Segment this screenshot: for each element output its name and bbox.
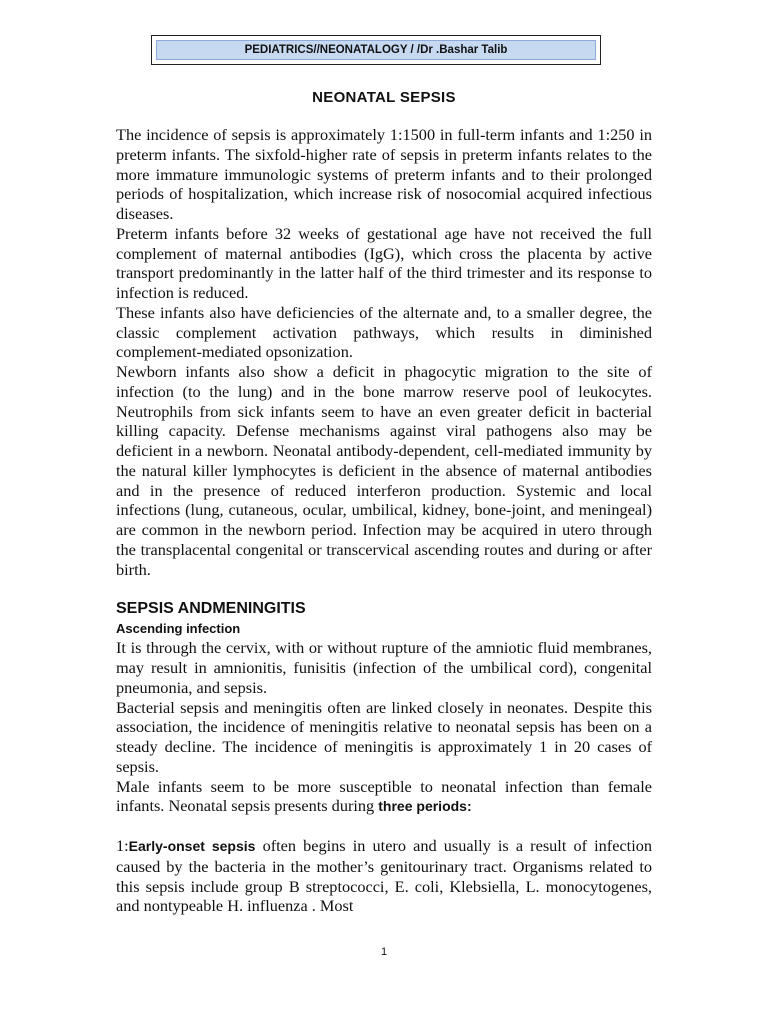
section-paragraph: Bacterial sepsis and meningitis often are linked closely in neonates. Despite this association, the incidence of meningitis relative to neonatal sepsis has been on a steady decline. The incidence of meningitis is approximately 1 in 20 cases of sepsis. (116, 697, 652, 776)
intro-paragraph: Newborn infants also show a deficit in phagocytic migration to the site of infection (to the lung) and in the bone marrow reserve pool of leukocytes. Neutrophils from sick infants seem to have an even greater deficit in bacterial killing capacity. Defense mechanisms against viral pathogens also may be deficient in a newborn. Neonatal antibody-dependent, cell-mediated immunity by the natural killer lymphocytes is deficient in the absence of maternal antibodies and in the presence of reduced interferon production. Systemic and local infections (lung, cutaneous, ocular, umbilical, kidney, bone-joint, and meningeal) are common in the newborn period. Infection may be acquired in utero through the transplacental congenital or transcervical ascending routes and during or after birth. (116, 362, 652, 579)
page-number: 1 (380, 946, 388, 958)
document-body (116, 125, 652, 916)
document-title: NEONATAL SEPSIS (312, 89, 456, 106)
intro-paragraph: The incidence of sepsis is approximately 1:1500 in full-term infants and 1:250 in preterm infants. The sixfold-higher rate of sepsis in preterm infants relates to the more immature immunologic systems of preterm infants and to their prolonged periods of hospitalization, which increase risk of nosocomial acquired infectious diseases. (116, 125, 652, 223)
early-onset-label: Early-onset sepsis (128, 838, 256, 854)
spacer (116, 579, 652, 598)
intro-paragraph: Preterm infants before 32 weeks of gestational age have not received the full complement of maternal antibodies (IgG), which cross the placenta by active transport predominantly in the latter half of the third trimester and its response to infection is reduced. (116, 223, 652, 302)
periods-text: Male infants seem to be more susceptible to neonatal infection than female infants. Neonatal sepsis presents during (116, 776, 652, 816)
sub-heading: Ascending infection (116, 621, 241, 637)
section-paragraph: It is through the cervix, with or without rupture of the amniotic fluid membranes, may result in amnionitis, funisitis (infection of the umbilical cord), congenital pneumonia, and sepsis. (116, 638, 652, 697)
early-onset-paragraph (116, 836, 652, 916)
section-heading: SEPSIS ANDMENINGITIS (116, 600, 306, 618)
running-header-title: PEDIATRICS//NEONATALOGY / /Dr .Bashar Talib (156, 40, 596, 60)
section-paragraph (116, 777, 652, 818)
early-onset-number: 1: (116, 836, 129, 855)
running-header (151, 35, 601, 65)
periods-emphasis: three periods: (378, 798, 472, 815)
spacer (116, 817, 652, 836)
intro-paragraph: These infants also have deficiencies of the alternate and, to a smaller degree, the classic complement activation pathways, which results in diminished complement-mediated opsonization. (116, 302, 652, 362)
early-onset-text: often begins in utero and usually is a result of infection caused by the bacteria in the mother’s genitourinary tract. Organisms related to this sepsis include group B streptococci, E. coli, Klebsiella, L. monocytogenes, and nontypeable H. influenza . Most (116, 836, 653, 916)
